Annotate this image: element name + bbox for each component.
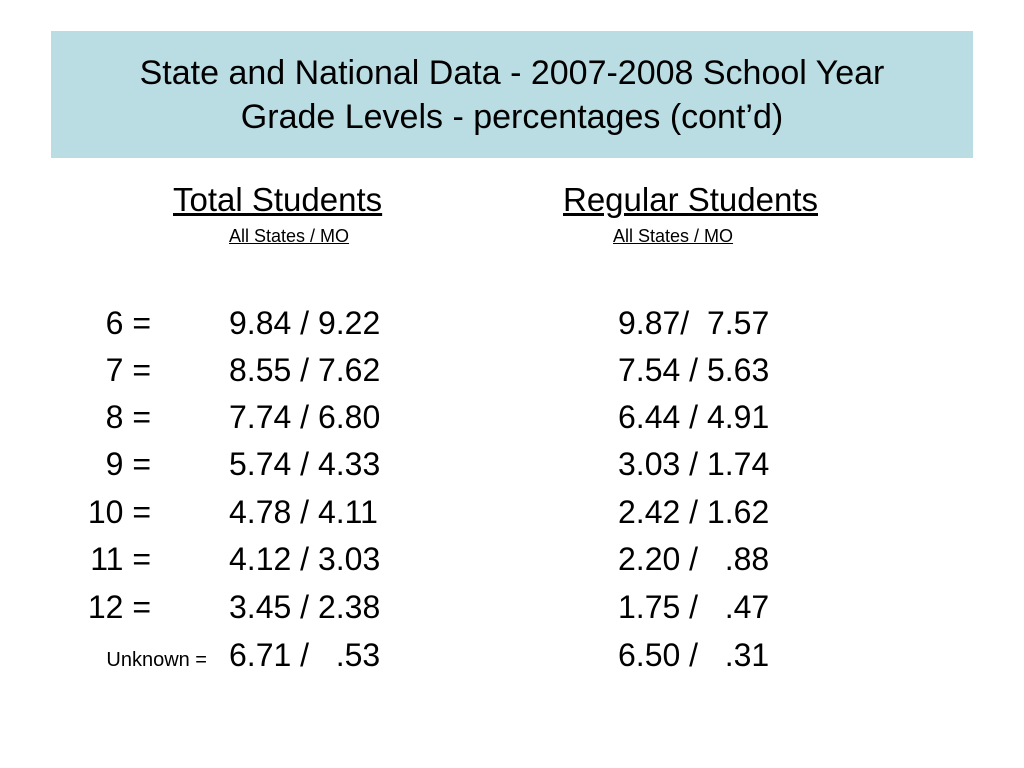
grade-label: 9 = xyxy=(105,446,151,482)
total-value: 4.78 / 4.11 xyxy=(229,494,378,530)
table-row xyxy=(0,589,1024,629)
regular-value: 3.03 / 1.74 xyxy=(618,446,770,482)
table-row xyxy=(0,494,1024,534)
title-line-2: Grade Levels - percentages (cont’d) xyxy=(240,97,784,136)
total-value: 3.45 / 2.38 xyxy=(229,589,381,625)
grade-label: 6 = xyxy=(105,305,151,341)
grade-label: Unknown = xyxy=(106,649,207,671)
regular-value: 2.20 / .88 xyxy=(618,541,770,577)
grade-label: 12 = xyxy=(87,589,151,625)
total-value: 9.84 / 9.22 xyxy=(229,305,381,341)
grade-label: 7 = xyxy=(105,352,151,388)
grade-label: 8 = xyxy=(105,399,151,435)
grade-label: 10 = xyxy=(87,494,151,530)
table-row xyxy=(0,352,1024,392)
total-value: 6.71 / .53 xyxy=(229,637,381,673)
regular-value: 7.54 / 5.63 xyxy=(618,352,770,388)
table-row xyxy=(0,541,1024,581)
regular-value: 6.50 / .31 xyxy=(618,637,770,673)
total-value: 4.12 / 3.03 xyxy=(229,541,381,577)
regular-value: 1.75 / .47 xyxy=(618,589,770,625)
total-value: 7.74 / 6.80 xyxy=(229,399,381,435)
title-line-1: State and National Data - 2007-2008 School Year xyxy=(139,53,885,92)
regular-value: 2.42 / 1.62 xyxy=(618,494,770,530)
regular-value: 9.87/ 7.57 xyxy=(618,305,770,341)
slide-title xyxy=(51,31,973,158)
grade-label: 11 = xyxy=(90,541,151,577)
total-value: 5.74 / 4.33 xyxy=(229,446,381,482)
table-row xyxy=(0,637,1024,677)
table-row xyxy=(0,446,1024,486)
regular-students-heading: Regular Students xyxy=(563,181,818,218)
regular-value: 6.44 / 4.91 xyxy=(618,399,770,435)
table-row xyxy=(0,305,1024,345)
table-row xyxy=(0,399,1024,439)
total-value: 8.55 / 7.62 xyxy=(229,352,381,388)
total-students-subheading: All States / MO xyxy=(229,226,350,246)
regular-students-subheading: All States / MO xyxy=(613,226,734,246)
total-students-heading: Total Students xyxy=(173,181,383,218)
